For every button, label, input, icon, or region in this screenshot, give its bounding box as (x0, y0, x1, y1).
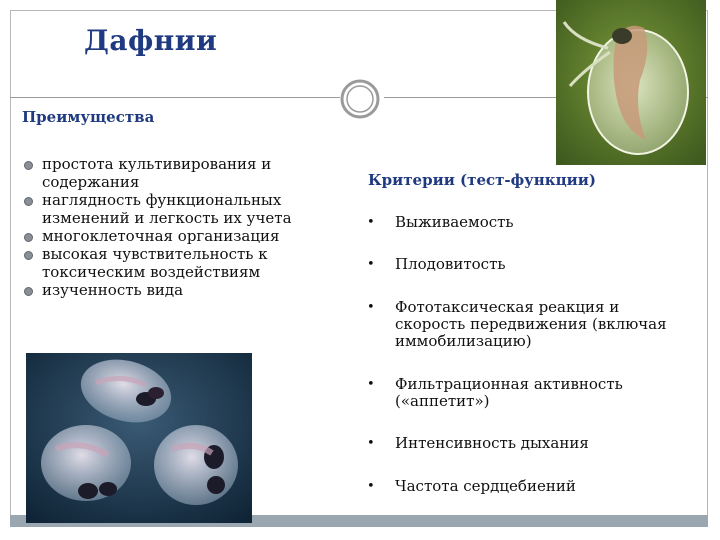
list-item (367, 376, 667, 410)
divider-line-left (10, 97, 340, 98)
list-item (24, 281, 324, 299)
criterion-text: Фильтрационная активность («аппетит») (395, 375, 623, 410)
advantages-heading: Преимущества (22, 108, 155, 126)
bullet-icon: • (367, 479, 375, 494)
bullet-icon (24, 287, 33, 296)
list-item (367, 214, 667, 231)
list-item (24, 227, 324, 245)
slide-title: Дафнии (84, 24, 218, 57)
list-item (24, 155, 324, 191)
list-item (367, 299, 667, 350)
advantage-text: многоклеточная организация (42, 227, 280, 245)
criteria-list (367, 214, 667, 495)
criterion-text: Интенсивность дыхания (395, 434, 589, 452)
daphnia-single-photo (556, 0, 706, 165)
bullet-icon: • (367, 257, 375, 272)
bullet-icon: • (367, 377, 375, 392)
advantage-text: высокая чувствительность к токсическим воздействиям (42, 245, 268, 281)
criterion-text: Частота сердцебиений (395, 477, 576, 495)
bullet-icon: • (367, 436, 375, 451)
criterion-text: Плодовитость (395, 255, 506, 273)
bullet-icon (24, 161, 33, 170)
list-item (24, 191, 324, 227)
list-item (24, 245, 324, 281)
circle-ornament-icon (339, 78, 381, 120)
list-item (367, 435, 667, 452)
advantage-text: наглядность функциональных изменений и легкость их учета (42, 191, 292, 227)
bullet-icon: • (367, 215, 375, 230)
list-item (367, 256, 667, 273)
criterion-text: Фототаксическая реакция и скорость передвижения (включая иммобилизацию) (395, 298, 667, 350)
advantage-text: изученность вида (42, 281, 184, 299)
bullet-icon (24, 251, 33, 260)
advantage-text: простота культивирования и содержания (42, 155, 272, 191)
criteria-heading: Критерии (тест-функции) (368, 171, 597, 189)
daphnia-three-photo (26, 353, 252, 523)
criterion-text: Выживаемость (395, 213, 514, 231)
advantages-list (24, 155, 324, 299)
bullet-icon (24, 233, 33, 242)
bullet-icon (24, 197, 33, 206)
bullet-icon: • (367, 300, 375, 315)
list-item (367, 478, 667, 495)
